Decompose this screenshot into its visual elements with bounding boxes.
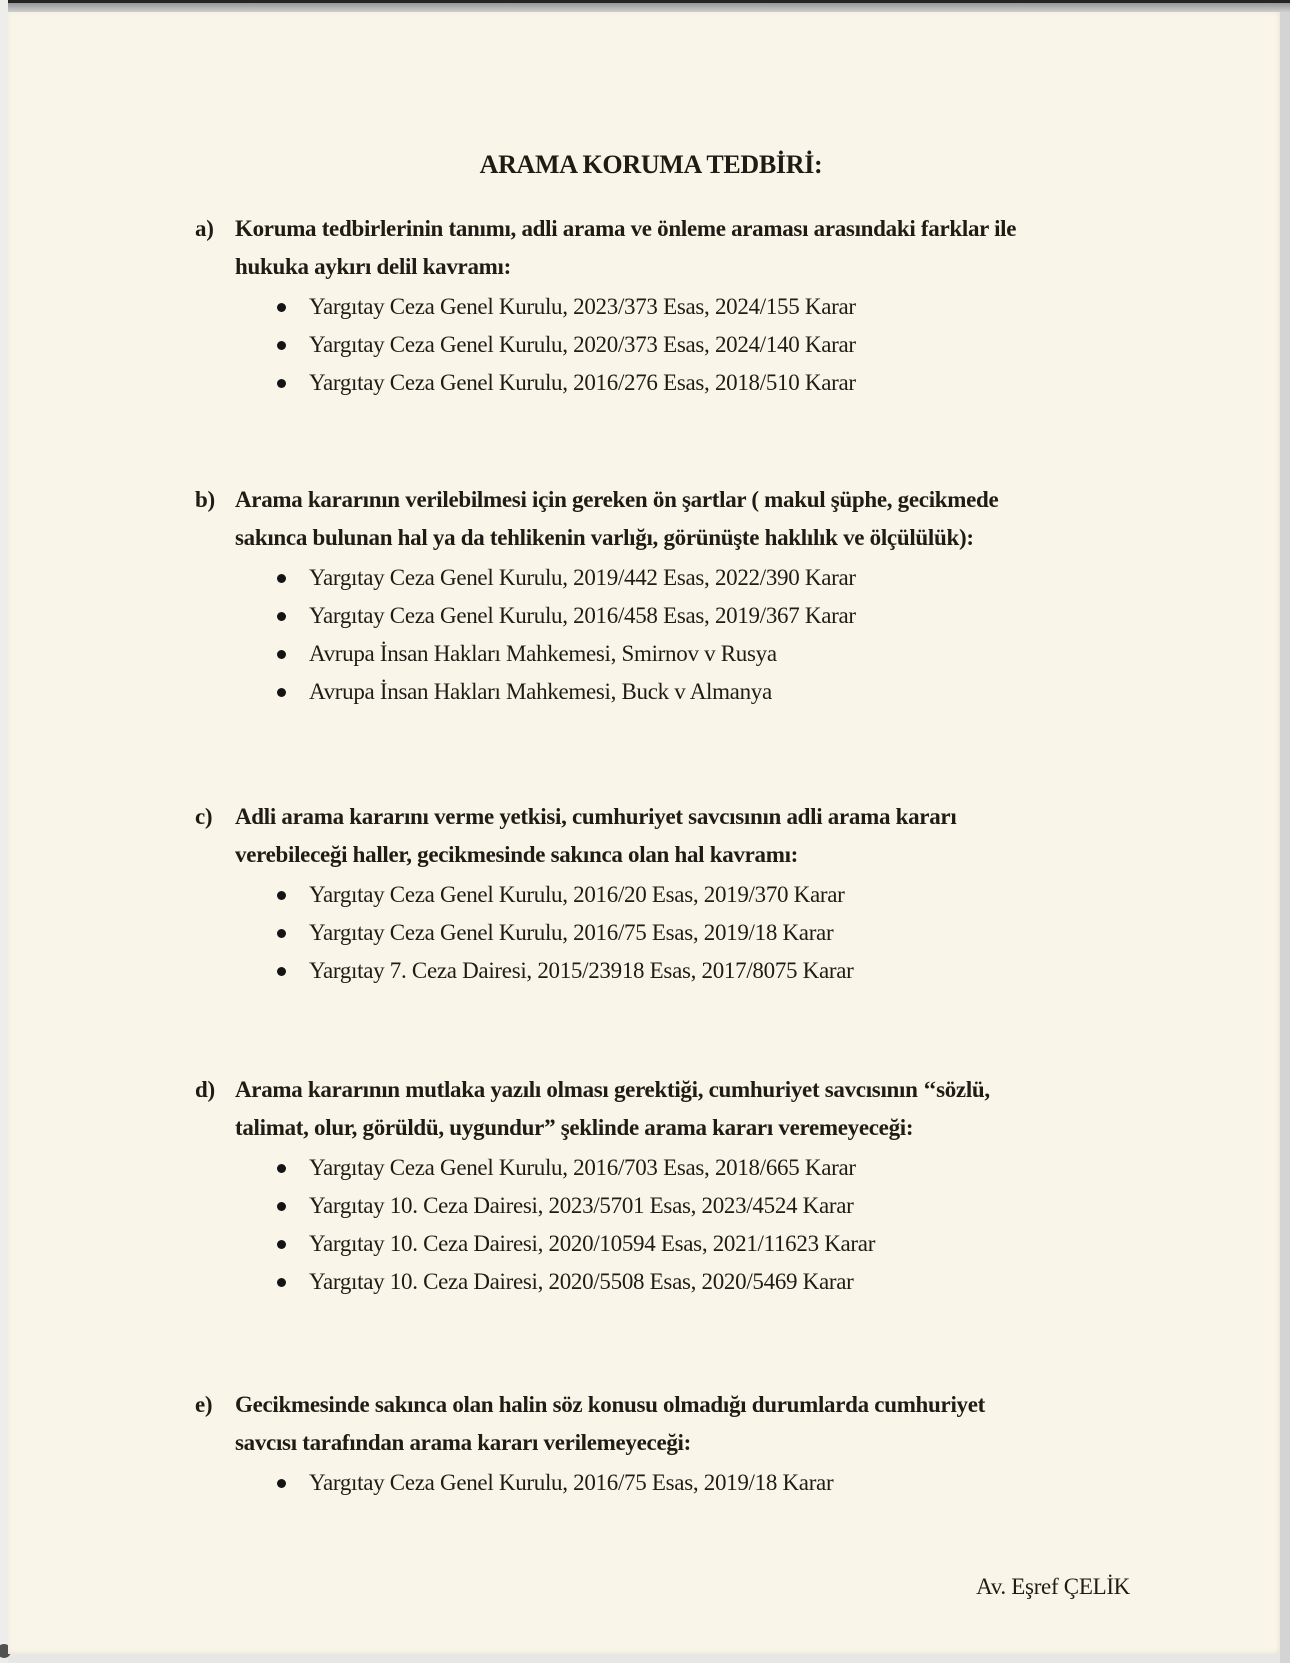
heading-line: Arama kararının verilebilmesi için gereken ön şartlar ( makul şüphe, gecikmede — [235, 487, 999, 512]
citation-text: Yargıtay Ceza Genel Kurulu, 2023/373 Esas, 2024/155 Karar — [309, 294, 856, 319]
heading-line: Adli arama kararını verme yetkisi, cumhuriyet savcısının adli arama kararı — [235, 804, 957, 829]
heading-line: hukuka aykırı delil kavramı: — [235, 254, 511, 279]
citation-item — [195, 952, 1195, 990]
bullet-icon — [277, 688, 286, 697]
bullet-icon — [277, 1278, 286, 1287]
bullet-icon — [277, 574, 286, 583]
citation-text: Yargıtay 10. Ceza Dairesi, 2023/5701 Esas, 2023/4524 Karar — [309, 1193, 854, 1218]
heading-line: talimat, olur, görüldü, uygundur” şeklinde arama kararı veremeyeceği: — [235, 1115, 914, 1140]
section-b-heading-text — [235, 481, 998, 557]
heading-line: Koruma tedbirlerinin tanımı, adli arama ve önleme araması arasındaki farklar ile — [235, 216, 1017, 241]
citation-text: Yargıtay 10. Ceza Dairesi, 2020/10594 Esas, 2021/11623 Karar — [309, 1231, 876, 1256]
page-title: ARAMA KORUMA TEDBİRİ: — [479, 150, 823, 179]
page-right-margin — [1280, 12, 1290, 1663]
heading-line: verebileceği haller, gecikmesinde sakınca olan hal kavramı: — [235, 842, 799, 867]
bullet-icon — [277, 967, 286, 976]
section-c-citations — [195, 876, 1195, 990]
section-a — [195, 210, 1195, 402]
section-c-heading-text — [235, 798, 956, 874]
heading-line: sakınca bulunan hal ya da tehlikenin varlığı, görünüşte haklılık ve ölçülülük): — [235, 525, 974, 550]
citation-item — [195, 288, 1195, 326]
citation-item — [195, 673, 1195, 711]
bullet-icon — [277, 1164, 286, 1173]
citation-text: Avrupa İnsan Hakları Mahkemesi, Buck v Almanya — [309, 679, 772, 704]
bullet-icon — [277, 612, 286, 621]
section-c-label: c) — [195, 804, 213, 829]
bullet-icon — [277, 891, 286, 900]
citation-item — [195, 876, 1195, 914]
section-d-heading-text — [235, 1071, 990, 1147]
section-a-heading — [195, 210, 1195, 286]
page-top-shadow — [8, 3, 1290, 12]
citation-text: Yargıtay Ceza Genel Kurulu, 2016/20 Esas, 2019/370 Karar — [309, 882, 845, 907]
citation-item — [195, 635, 1195, 673]
section-d — [195, 1071, 1195, 1301]
citation-text: Yargıtay 10. Ceza Dairesi, 2020/5508 Esas, 2020/5469 Karar — [309, 1269, 854, 1294]
bullet-icon — [277, 650, 286, 659]
heading-line: savcısı tarafından arama kararı verilemeyeceği: — [235, 1430, 691, 1455]
citation-item — [195, 364, 1195, 402]
citation-text: Avrupa İnsan Hakları Mahkemesi, Smirnov v Rusya — [309, 641, 777, 666]
section-a-heading-text — [235, 210, 1016, 286]
citation-item — [195, 1225, 1195, 1263]
bullet-icon — [277, 379, 286, 388]
section-a-citations — [195, 288, 1195, 402]
citation-item — [195, 914, 1195, 952]
citation-item — [195, 559, 1195, 597]
bullet-icon — [277, 929, 286, 938]
citation-text: Yargıtay Ceza Genel Kurulu, 2016/276 Esas, 2018/510 Karar — [309, 370, 856, 395]
citation-text: Yargıtay Ceza Genel Kurulu, 2016/458 Esas, 2019/367 Karar — [309, 603, 856, 628]
citation-text: Yargıtay Ceza Genel Kurulu, 2020/373 Esas, 2024/140 Karar — [309, 332, 856, 357]
document-page — [8, 12, 1280, 1654]
citation-text: Yargıtay Ceza Genel Kurulu, 2016/75 Esas, 2019/18 Karar — [309, 1470, 834, 1495]
section-b — [195, 481, 1195, 711]
section-b-citations — [195, 559, 1195, 711]
bullet-icon — [277, 1479, 286, 1488]
section-c — [195, 798, 1195, 990]
page-left-margin — [0, 0, 8, 1663]
citation-text: Yargıtay Ceza Genel Kurulu, 2016/75 Esas, 2019/18 Karar — [309, 920, 834, 945]
section-c-heading — [195, 798, 1195, 874]
citation-item — [195, 1149, 1195, 1187]
section-b-label: b) — [195, 487, 215, 512]
section-a-label: a) — [195, 216, 214, 241]
bullet-icon — [277, 341, 286, 350]
section-b-heading — [195, 481, 1195, 557]
section-e-label: e) — [195, 1392, 213, 1417]
section-d-heading — [195, 1071, 1195, 1147]
citation-text: Yargıtay Ceza Genel Kurulu, 2019/442 Esas, 2022/390 Karar — [309, 565, 856, 590]
section-e-heading-text — [235, 1386, 985, 1462]
author-signature: Av. Eşref ÇELİK — [976, 1574, 1130, 1599]
page-bottom-margin — [8, 1654, 1280, 1663]
citation-text: Yargıtay Ceza Genel Kurulu, 2016/703 Esas, 2018/665 Karar — [309, 1155, 856, 1180]
citation-item — [195, 1187, 1195, 1225]
citation-item — [195, 1263, 1195, 1301]
citation-item — [195, 597, 1195, 635]
heading-line: Arama kararının mutlaka yazılı olması gerektiği, cumhuriyet savcısının ‘‘sözlü, — [235, 1077, 990, 1102]
bullet-icon — [277, 303, 286, 312]
bullet-icon — [277, 1240, 286, 1249]
section-d-citations — [195, 1149, 1195, 1301]
citation-item — [195, 1464, 1195, 1502]
section-d-label: d) — [195, 1077, 215, 1102]
section-e-heading — [195, 1386, 1195, 1462]
citation-text: Yargıtay 7. Ceza Dairesi, 2015/23918 Esas, 2017/8075 Karar — [309, 958, 854, 983]
citation-item — [195, 326, 1195, 364]
section-e — [195, 1386, 1195, 1502]
heading-line: Gecikmesinde sakınca olan halin söz konusu olmadığı durumlarda cumhuriyet — [235, 1392, 986, 1417]
section-e-citations — [195, 1464, 1195, 1502]
bullet-icon — [277, 1202, 286, 1211]
